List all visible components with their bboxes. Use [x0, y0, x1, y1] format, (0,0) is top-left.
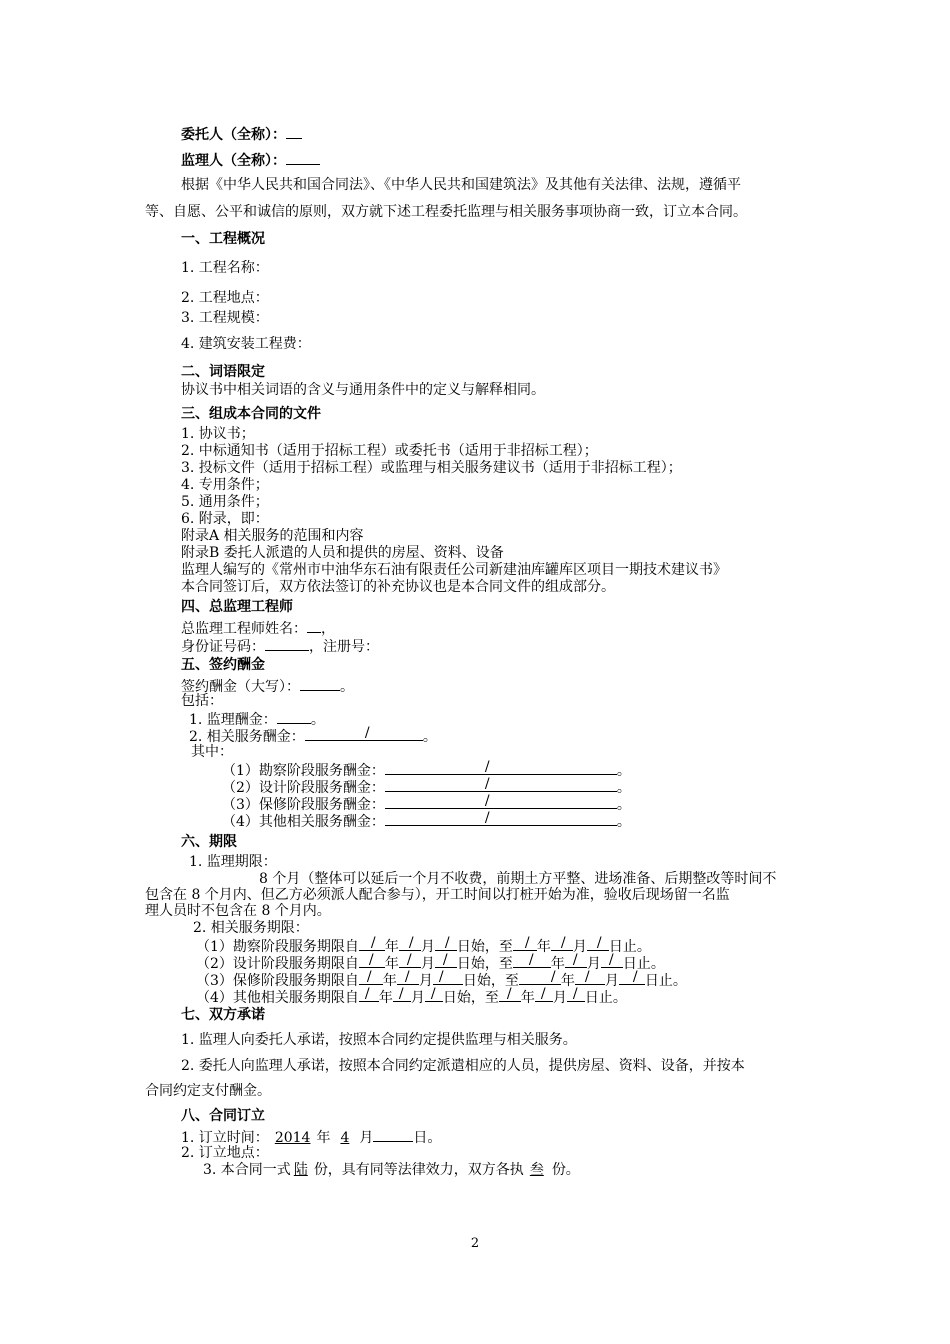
year-blank[interactable] — [359, 970, 383, 985]
svc1-label: （1）勘察阶段服务期限自 — [196, 939, 359, 955]
stage-fee-4 — [222, 811, 631, 831]
include-label: 包括： — [181, 693, 223, 709]
year-blank[interactable] — [359, 953, 385, 968]
supervision-period: 1. 监理期限： — [189, 854, 277, 870]
amount-blank[interactable] — [300, 676, 340, 691]
period-mark: 。 — [616, 814, 631, 830]
month-unit: 月 — [604, 973, 619, 989]
slash-mark: / — [364, 725, 370, 741]
slash-mark: / — [442, 952, 448, 968]
copies-label: 3. 本合同一式 — [203, 1162, 291, 1178]
slash-mark: / — [632, 969, 638, 985]
stage3-label: （3）保修阶段服务酬金： — [222, 797, 385, 813]
stage2-label: （2）设计阶段服务酬金： — [222, 780, 385, 796]
stage2-blank[interactable] — [385, 777, 617, 792]
fee1-label: 1. 监理酬金： — [189, 712, 277, 728]
day-unit: 日。 — [413, 1130, 442, 1146]
slash-mark: / — [406, 952, 412, 968]
year-blank[interactable] — [513, 953, 551, 968]
slash-mark: / — [444, 935, 450, 951]
month-blank[interactable] — [393, 987, 411, 1002]
chief-engineer-name — [181, 618, 335, 638]
appendix-a: 附录A 相关服务的范围和内容 — [181, 528, 364, 544]
time-label: 1. 订立时间： — [181, 1130, 269, 1146]
month-blank[interactable] — [399, 936, 421, 951]
day-end: 日止。 — [644, 973, 687, 989]
project-location: 2. 工程地点： — [181, 290, 269, 306]
service-period: 2. 相关服务期限： — [193, 920, 309, 936]
supervisor-label: 监理人（全称）： — [181, 153, 286, 169]
commitment-2-line-2: 合同约定支付酬金。 — [145, 1083, 271, 1099]
day-blank[interactable] — [373, 1127, 413, 1142]
term-definition: 协议书中相关词语的含义与通用条件中的定义与解释相同。 — [181, 382, 545, 398]
copies-line — [203, 1161, 580, 1179]
slash-mark: / — [550, 969, 556, 985]
section-3-title: 三、组成本合同的文件 — [181, 406, 321, 422]
year-unit: 年 — [550, 956, 565, 972]
day-end: 日止。 — [608, 939, 651, 955]
year-blank[interactable] — [513, 936, 537, 951]
project-name: 1. 工程名称： — [181, 260, 269, 276]
month-blank[interactable] — [551, 936, 573, 951]
slash-mark: / — [484, 793, 490, 809]
day-blank[interactable] — [587, 936, 609, 951]
signing-place: 2. 订立地点： — [181, 1145, 269, 1161]
id-line — [181, 636, 379, 656]
supervisor-blank[interactable] — [286, 150, 320, 165]
client-blank[interactable] — [286, 124, 302, 139]
doc-item: 5. 通用条件； — [181, 494, 269, 510]
slash-mark: / — [438, 969, 444, 985]
year-unit: 年 — [384, 939, 399, 955]
month-unit: 月 — [420, 939, 435, 955]
month-unit: 月 — [359, 1130, 374, 1146]
slash-mark: / — [370, 935, 376, 951]
slash-mark: / — [528, 952, 534, 968]
slash-mark: / — [484, 810, 490, 826]
slash-mark: / — [484, 776, 490, 792]
year-blank[interactable] — [359, 987, 379, 1002]
slash-mark: / — [430, 986, 436, 1002]
appendix-b: 附录B 委托人派遣的人员和提供的房屋、资料、设备 — [181, 545, 504, 561]
day-start: 日始，至 — [456, 939, 513, 955]
section-6-title: 六、期限 — [181, 834, 237, 850]
slash-mark: / — [506, 986, 512, 1002]
day-blank[interactable] — [619, 970, 645, 985]
day-start: 日始，至 — [442, 990, 499, 1006]
period-mark: 。 — [310, 712, 325, 728]
month-unit: 月 — [586, 956, 601, 972]
slash-mark: / — [524, 935, 530, 951]
period-mark: 。 — [616, 763, 631, 779]
fee2-blank[interactable] — [305, 726, 423, 741]
day-blank[interactable] — [433, 970, 463, 985]
svc4-label: （4）其他相关服务期限自 — [196, 990, 359, 1006]
copies-total[interactable]: 陆 — [293, 1162, 308, 1178]
year-blank[interactable] — [499, 987, 521, 1002]
month-unit: 月 — [572, 939, 587, 955]
day-start: 日始，至 — [462, 973, 519, 989]
construction-cost: 4. 建筑安装工程费： — [181, 336, 311, 352]
doc-item: 1. 协议书； — [181, 426, 255, 442]
month-unit: 月 — [552, 990, 567, 1006]
section-7-title: 七、双方承诺 — [181, 1007, 265, 1023]
name-suffix: ， — [321, 621, 335, 637]
copies-text: 份，具有同等法律效力，双方各执 — [313, 1162, 524, 1178]
slash-mark: / — [584, 969, 590, 985]
technical-proposal: 监理人编写的《常州市中油华东石油有限责任公司新建油库罐库区项目一期技术建议书》 — [181, 562, 727, 578]
year-unit: 年 — [316, 1130, 331, 1146]
month-unit: 月 — [420, 956, 435, 972]
year-unit: 年 — [560, 973, 575, 989]
slash-mark: / — [408, 935, 414, 951]
client-label: 委托人（全称）： — [181, 127, 286, 143]
period-mark: 。 — [616, 797, 631, 813]
slash-mark: / — [572, 952, 578, 968]
period-line-2: 包含在 8 个月内、但乙方必须派人配合参与），开工时间以打桩开始为准，验收后现场留一名监 — [145, 887, 730, 903]
month-value[interactable]: 4 — [340, 1130, 350, 1146]
stage3-blank[interactable] — [385, 794, 617, 809]
copies-end: 份。 — [551, 1162, 580, 1178]
day-end: 日止。 — [622, 956, 665, 972]
name-blank[interactable] — [307, 618, 321, 633]
section-5-title: 五、签约酬金 — [181, 657, 265, 673]
stage1-label: （1）勘察阶段服务酬金： — [222, 763, 385, 779]
doc-item: 6. 附录，即： — [181, 511, 269, 527]
stage4-label: （4）其他相关服务酬金： — [222, 814, 385, 830]
slash-mark: / — [368, 952, 374, 968]
stage1-blank[interactable] — [385, 760, 617, 775]
stage4-blank[interactable] — [385, 811, 617, 826]
among-label: 其中： — [191, 744, 233, 760]
day-start: 日始，至 — [456, 956, 513, 972]
period-mark: 。 — [340, 679, 354, 695]
period-mark: 。 — [422, 729, 437, 745]
supervisor-line — [181, 150, 320, 170]
intro-line-1: 根据《中华人民共和国合同法》、《中华人民共和国建筑法》及其他有关法律、法规，遵循平 — [181, 177, 741, 193]
year-blank[interactable] — [519, 970, 561, 985]
doc-item: 3. 投标文件（适用于招标工程）或监理与相关服务建议书（适用于非招标工程）； — [181, 460, 682, 476]
svc2-label: （2）设计阶段服务期限自 — [196, 956, 359, 972]
section-8-title: 八、合同订立 — [181, 1108, 265, 1124]
month-unit: 月 — [410, 990, 425, 1006]
section-1-title: 一、工程概况 — [181, 231, 265, 247]
year-unit: 年 — [536, 939, 551, 955]
month-blank[interactable] — [575, 970, 605, 985]
commitment-1: 1. 监理人向委托人承诺，按照本合同约定提供监理与相关服务。 — [181, 1032, 577, 1048]
copies-each[interactable]: 叁 — [529, 1162, 544, 1178]
year-unit: 年 — [384, 956, 399, 972]
slash-mark: / — [398, 986, 404, 1002]
month-unit: 月 — [418, 973, 433, 989]
fee2-label: 2. 相关服务酬金： — [189, 729, 305, 745]
period-line-1: 8 个月（整体可以延后一个月不收费，前期土方平整、进场准备、后期整改等时间不 — [259, 871, 777, 887]
year-unit: 年 — [378, 990, 393, 1006]
supplementary-note: 本合同签订后，双方依法签订的补充协议也是本合同文件的组成部分。 — [181, 579, 615, 595]
id-blank[interactable] — [265, 636, 309, 651]
day-blank[interactable] — [567, 987, 585, 1002]
month-blank[interactable] — [565, 953, 587, 968]
section-4-title: 四、总监理工程师 — [181, 599, 293, 615]
reg-label: ，注册号： — [309, 639, 379, 655]
project-scale: 3. 工程规模： — [181, 310, 269, 326]
client-line — [181, 124, 302, 144]
name-label: 总监理工程师姓名： — [181, 621, 307, 637]
month-blank[interactable] — [535, 987, 553, 1002]
page-number: 2 — [470, 1236, 480, 1251]
svc3-label: （3）保修阶段服务期限自 — [196, 973, 359, 989]
slash-mark: / — [366, 969, 372, 985]
year-blank[interactable] — [359, 936, 385, 951]
commitment-2-line-1: 2. 委托人向监理人承诺，按照本合同约定派遣相应的人员，提供房屋、资料、设备，并按本 — [181, 1058, 745, 1074]
slash-mark: / — [596, 935, 602, 951]
day-blank[interactable] — [435, 953, 457, 968]
service-period-4 — [196, 987, 627, 1007]
slash-mark: / — [404, 969, 410, 985]
day-blank[interactable] — [601, 953, 623, 968]
slash-mark: / — [364, 986, 370, 1002]
year-value[interactable]: 2014 — [274, 1130, 311, 1146]
section-2-title: 二、词语限定 — [181, 364, 265, 380]
doc-item: 4. 专用条件； — [181, 477, 269, 493]
period-line-3: 理人员时不包含在 8 个月内。 — [145, 903, 331, 919]
day-blank[interactable] — [435, 936, 457, 951]
id-label: 身份证号码： — [181, 639, 265, 655]
slash-mark: / — [484, 759, 490, 775]
slash-mark: / — [608, 952, 614, 968]
doc-item: 2. 中标通知书（适用于招标工程）或委托书（适用于非招标工程）； — [181, 443, 598, 459]
intro-line-2: 等、自愿、公平和诚信的原则，双方就下述工程委托监理与相关服务事项协商一致，订立本合同。 — [145, 204, 747, 220]
fee1-blank[interactable] — [277, 709, 311, 724]
slash-mark: / — [540, 986, 546, 1002]
month-blank[interactable] — [397, 970, 419, 985]
day-end: 日止。 — [584, 990, 627, 1006]
period-mark: 。 — [616, 780, 631, 796]
amount-label: 签约酬金（大写）： — [181, 679, 300, 695]
month-blank[interactable] — [399, 953, 421, 968]
slash-mark: / — [572, 986, 578, 1002]
slash-mark: / — [560, 935, 566, 951]
year-unit: 年 — [520, 990, 535, 1006]
year-unit: 年 — [382, 973, 397, 989]
day-blank[interactable] — [425, 987, 443, 1002]
